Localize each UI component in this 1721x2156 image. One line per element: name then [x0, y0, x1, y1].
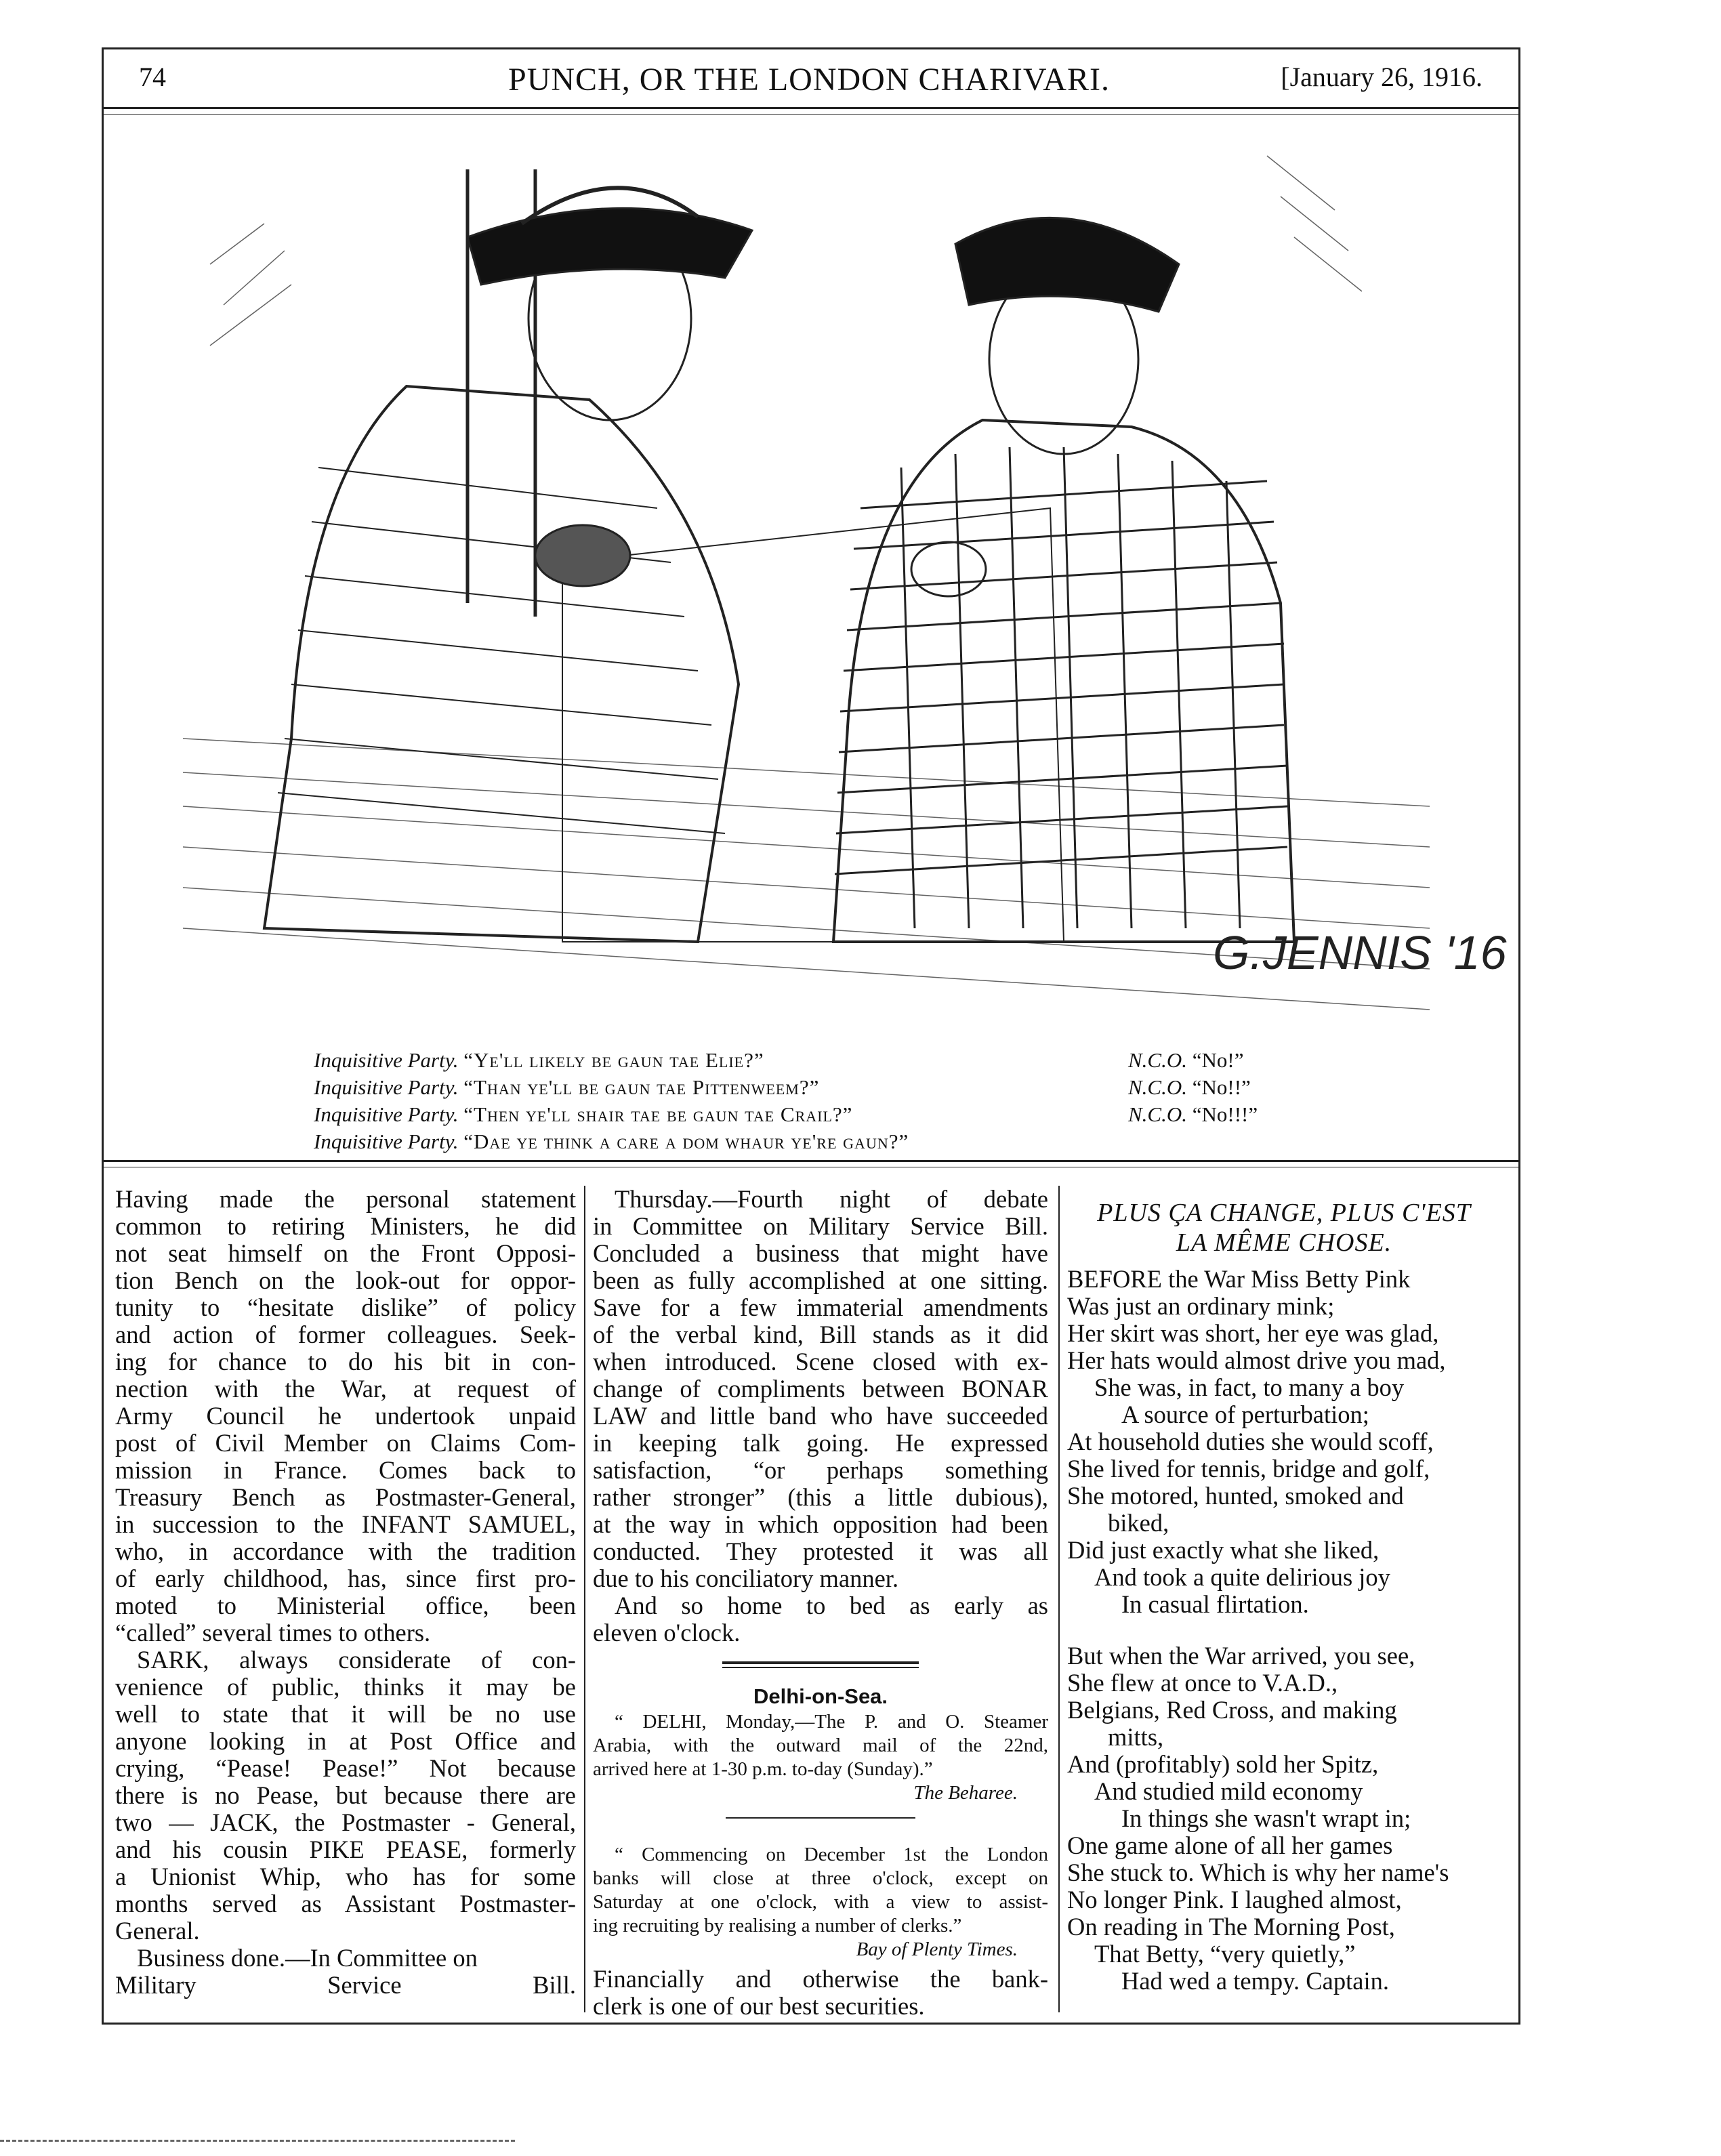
text-line: in keeping talk going. He expressed [593, 1429, 1048, 1457]
text-line: Military Service Bill. [115, 1971, 576, 1999]
delhi-heading: Delhi-on-Sea. [753, 1684, 888, 1708]
poem-title-line: LA MÊME CHOSE. [1176, 1228, 1392, 1257]
poem-line: One game alone of all her games [1067, 1831, 1393, 1859]
text-line: “called” several times to others. [115, 1619, 431, 1646]
poem-line: That Betty, “very quietly,” [1094, 1940, 1356, 1968]
poem-line: And studied mild economy [1094, 1777, 1363, 1805]
banks-source: Bay of Plenty Times. [856, 1939, 1018, 1960]
text-line: SARK, always considerate of con- [137, 1646, 576, 1674]
poem-line: No longer Pink. I laughed almost, [1067, 1886, 1402, 1913]
text-line: mission in France. Comes back to [115, 1456, 576, 1484]
speaker-label: Inquisitive Party. [314, 1048, 459, 1072]
text-line: “ Commencing on December 1st the London [615, 1844, 1048, 1865]
speaker-label: N.C.O. [1128, 1048, 1187, 1072]
poem-line: biked, [1108, 1509, 1169, 1537]
text-line: LAW and little band who have succeeded [593, 1402, 1048, 1430]
text-line: of early childhood, has, since first pro- [115, 1564, 576, 1592]
text-line: ing recruiting by realising a number of clerks.” [593, 1915, 962, 1936]
page-header [102, 61, 1516, 108]
page-number: 74 [139, 62, 166, 92]
header-rule [102, 107, 1518, 109]
dialogue-quote: “Than ye'll be gaun tae Pittenweem?” [463, 1075, 820, 1099]
section-rule [722, 1667, 919, 1668]
text-line: conducted. They protested it was all [593, 1537, 1048, 1565]
poem-line: Her hats would almost drive you mad, [1067, 1346, 1446, 1374]
poem-line: But when the War arrived, you see, [1067, 1642, 1415, 1670]
speaker-label: Inquisitive Party. [314, 1129, 459, 1153]
text-line: And so home to bed as early as [615, 1592, 1048, 1619]
text-line: been as fully accomplished at one sitting. [593, 1266, 1048, 1294]
text-line: and his cousin PIKE PEASE, formerly [115, 1836, 576, 1863]
poem-title [1067, 1198, 1501, 1258]
text-line: General. [115, 1917, 200, 1945]
poem-line: She lived for tennis, bridge and golf, [1067, 1455, 1430, 1483]
poem-line: And took a quite delirious joy [1094, 1563, 1390, 1591]
text-line: well to state that it will be no use [115, 1700, 576, 1728]
article-column-2 [593, 1186, 1048, 2020]
poem-line: And (profitably) sold her Spitz, [1067, 1750, 1379, 1778]
text-line: who, in accordance with the tradition [115, 1537, 576, 1565]
caption-line [314, 1074, 909, 1101]
reply-quote: “No!” [1192, 1048, 1244, 1072]
text-line: clerk is one of our best securities. [593, 1992, 925, 2020]
text-line: Concluded a business that might have [593, 1239, 1048, 1267]
dialogue-quote: “Then ye'll shair tae be gaun tae Crail?” [463, 1102, 853, 1126]
text-line: Saturday at one o'clock, with a view to assist- [593, 1891, 1048, 1913]
text-line: Army Council he undertook unpaid [115, 1402, 576, 1430]
text-line: eleven o'clock. [593, 1619, 741, 1646]
section-rule [722, 1661, 919, 1664]
cartoon-illustration [183, 129, 1507, 1037]
poem-body [1067, 1266, 1501, 1995]
text-line: tunity to “hesitate dislike” of policy [115, 1293, 576, 1321]
poem-line: She flew at once to V.A.D., [1067, 1669, 1338, 1697]
text-line: tion Bench on the look-out for oppor- [115, 1266, 576, 1294]
poem-line: Belgians, Red Cross, and making [1067, 1696, 1397, 1724]
text-line: in Committee on Military Service Bill. [593, 1212, 1048, 1240]
text-line: change of compliments between BONAR [593, 1375, 1048, 1403]
reply-line [1128, 1047, 1258, 1074]
banks-quote [593, 1843, 1048, 1938]
text-line: post of Civil Member on Claims Com- [115, 1429, 576, 1457]
poem-line: In things she wasn't wrapt in; [1121, 1804, 1411, 1832]
poem-line: Her skirt was short, her eye was glad, [1067, 1319, 1439, 1347]
column-divider [584, 1186, 585, 2012]
reply-line [1128, 1128, 1258, 1155]
poem-line: Had wed a tempy. Captain. [1121, 1967, 1389, 1995]
text-line: and action of former colleagues. Seek- [115, 1321, 576, 1348]
text-line: Financially and otherwise the bank- [593, 1965, 1048, 1993]
poem-line: A source of perturbation; [1121, 1401, 1369, 1428]
artist-signature: G.JENNIS '16 [1213, 926, 1507, 979]
text-line: crying, “Pease! Pease!” Not because [115, 1754, 576, 1782]
delhi-quote [593, 1710, 1048, 1781]
text-line: months served as Assistant Postmaster- [115, 1890, 576, 1917]
text-line: ing for chance to do his bit in con- [115, 1348, 576, 1375]
text-line: when introduced. Scene closed with ex- [593, 1348, 1048, 1375]
poem-line: Was just an ordinary mink; [1067, 1292, 1335, 1320]
caption-replies [1128, 1047, 1258, 1155]
dialogue-quote: “Dae ye think a care a dom whaur ye're gaun?” [463, 1129, 909, 1153]
speaker-label: N.C.O. [1128, 1102, 1187, 1126]
text-line: nection with the War, at request of [115, 1375, 576, 1403]
poem-line: mitts, [1108, 1723, 1164, 1751]
poem-stanza [1067, 1266, 1501, 1618]
text-line: not seat himself on the Front Opposi- [115, 1239, 576, 1267]
poem-line: BEFORE the War Miss Betty Pink [1067, 1265, 1411, 1293]
reply-line [1128, 1101, 1258, 1128]
text-line: anyone looking in at Post Office and [115, 1727, 576, 1755]
text-line: Business done.—In Committee on [137, 1944, 478, 1972]
text-line: Having made the personal statement [115, 1185, 576, 1213]
poem-line: In casual flirtation. [1121, 1590, 1309, 1618]
caption-line [314, 1047, 909, 1074]
text-line: banks will close at three o'clock, except on [593, 1867, 1048, 1889]
scan-edge [0, 2140, 515, 2142]
poem-stanza [1067, 1642, 1501, 1995]
text-line: due to his conciliatory manner. [593, 1564, 899, 1592]
caption-line [314, 1101, 909, 1128]
text-line: moted to Ministerial office, been [115, 1592, 576, 1619]
caption-dialogue [314, 1047, 909, 1155]
speaker-label: Inquisitive Party. [314, 1102, 459, 1126]
text-line: venience of public, thinks it may be [115, 1673, 576, 1701]
poem-line: She was, in fact, to many a boy [1094, 1373, 1405, 1401]
section-rule [726, 1817, 915, 1819]
text-line: there is no Pease, but because there are [115, 1781, 576, 1809]
text-line: “ DELHI, Monday,—The P. and O. Steamer [615, 1711, 1048, 1733]
text-line: rather stronger” (this a little dubious), [593, 1483, 1048, 1511]
text-line: in succession to the INFANT SAMUEL, [115, 1510, 576, 1538]
reply-line [1128, 1074, 1258, 1101]
dialogue-quote: “Ye'll likely be gaun tae Elie?” [463, 1048, 764, 1072]
poem-line: She motored, hunted, smoked and [1067, 1482, 1404, 1510]
text-line: Save for a few immaterial amendments [593, 1293, 1048, 1321]
text-line: two — JACK, the Postmaster - General, [115, 1808, 576, 1836]
poem-title-line: PLUS ÇA CHANGE, PLUS C'EST [1097, 1199, 1471, 1227]
text-line: satisfaction, “or perhaps something [593, 1456, 1048, 1484]
poem-line: She stuck to. Which is why her name's [1067, 1859, 1449, 1886]
text-line: a Unionist Whip, who has for some [115, 1863, 576, 1890]
issue-date: [January 26, 1916. [1281, 62, 1482, 92]
text-line: arrived here at 1-30 p.m. to-day (Sunday).” [593, 1758, 933, 1780]
poem-line: At household duties she would scoff, [1067, 1428, 1434, 1455]
text-line: common to retiring Ministers, he did [115, 1212, 576, 1240]
reply-quote: “No!!” [1192, 1075, 1251, 1099]
column-divider [1058, 1186, 1060, 2012]
article-column-1 [115, 1186, 576, 1999]
header-rule-thin [102, 114, 1518, 115]
poem-column [1067, 1186, 1501, 1995]
text-line: Arabia, with the outward mail of the 22nd, [593, 1735, 1048, 1756]
caption-rule [102, 1160, 1518, 1162]
poem-line: On reading in The Morning Post, [1067, 1913, 1395, 1941]
text-line: Treasury Bench as Postmaster-General, [115, 1483, 576, 1511]
poem-line: Did just exactly what she liked, [1067, 1536, 1380, 1564]
banks-comment [593, 1966, 1048, 2020]
speaker-label: N.C.O. [1128, 1075, 1187, 1099]
text-line: of the verbal kind, Bill stands as it did [593, 1321, 1048, 1348]
speaker-label: Inquisitive Party. [314, 1075, 459, 1099]
caption-line [314, 1128, 909, 1155]
delhi-source: The Beharee. [913, 1782, 1018, 1804]
text-line: Thursday.—Fourth night of debate [615, 1185, 1048, 1213]
reply-quote: “No!!!” [1192, 1102, 1258, 1126]
text-line: at the way in which opposition had been [593, 1510, 1048, 1538]
publication-title: PUNCH, OR THE LONDON CHARIVARI. [508, 62, 1110, 98]
